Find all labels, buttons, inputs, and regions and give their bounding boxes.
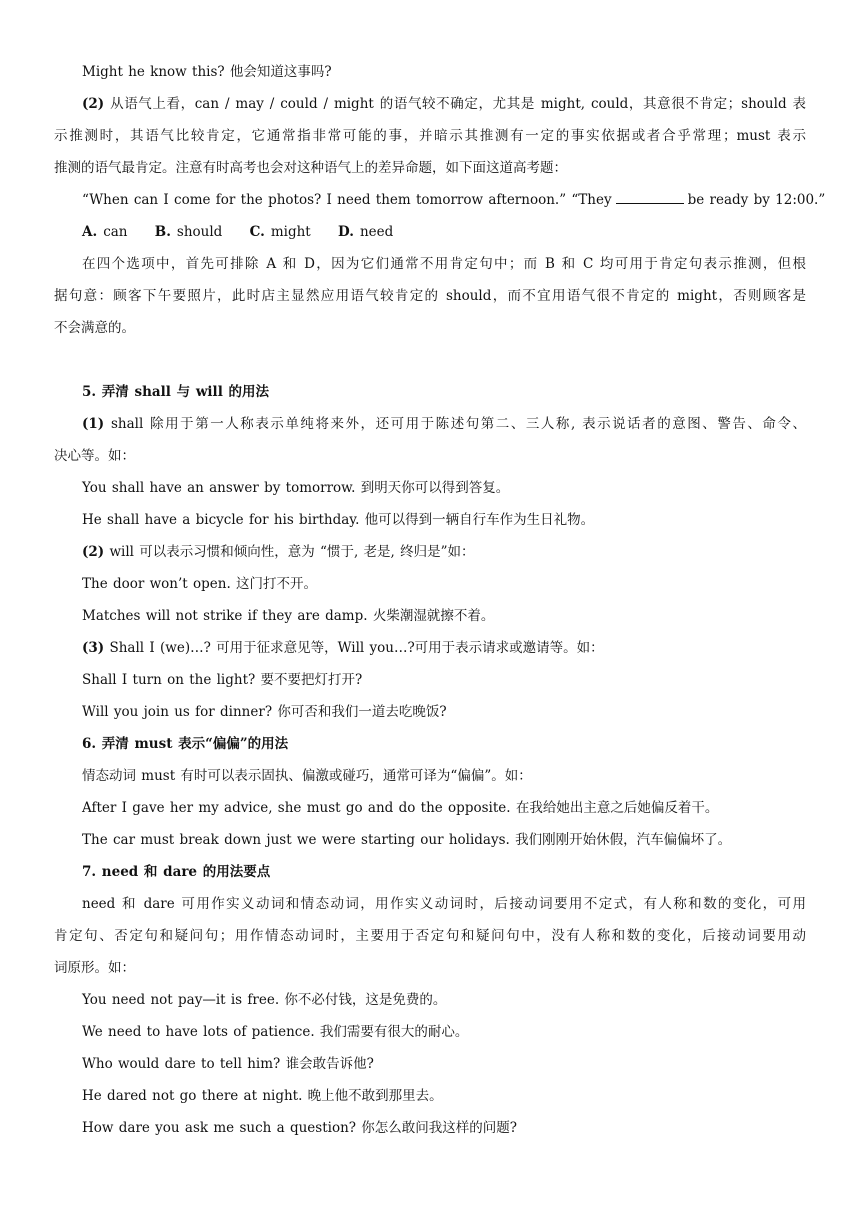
example-sentence: How dare you ask me such a question? 你怎么敢问我这样的问题? [82,1120,518,1136]
exam-question [82,190,826,210]
paragraph-line: 推测的语气最肯定。注意有时高考也会对这种语气上的差异命题，如下面这道高考题： [54,160,567,176]
paragraph-line: 决心等。如： [54,448,135,464]
paragraph-line: 据句意：顾客下午要照片，此时店主显然应用语气较肯定的 should，而不宜用语气很不肯定的 might，否则顾客是 [54,288,806,304]
paragraph-line [82,94,806,114]
item-number: (2) [82,544,105,560]
paragraph-line [82,414,806,434]
example-sentence: You shall have an answer by tomorrow. 到明天你可以得到答复。 [82,480,510,496]
option-d: D. need [338,224,394,240]
paragraph-line: 示推测时，其语气比较肯定，它通常指非常可能的事，并暗示其推测有一定的事实依据或者合乎常理；must 表示 [54,128,806,144]
paragraph-text: shall 除用于第一人称表示单纯将来外，还可用于陈述句第二、三人称, 表示说话者的意图、警告、命令、 [104,416,806,432]
answer-options [82,222,806,242]
paragraph-line [82,638,806,658]
item-number: (3) [82,640,105,656]
option-b: B. should [154,224,223,240]
example-sentence: Who would dare to tell him? 谁会敢告诉他? [82,1056,374,1072]
example-sentence: Shall I turn on the light? 要不要把灯打开? [82,672,363,688]
example-sentence: The car must break down just we were starting our holidays. 我们刚刚开始休假，汽车偏偏坏了。 [82,832,732,848]
paragraph-line: 肯定句、否定句和疑问句；用作情态动词时，主要用于否定句和疑问句中，没有人称和数的变化，后接动词要用动 [54,928,806,944]
example-sentence: He dared not go there at night. 晚上他不敢到那里去。 [82,1088,443,1104]
paragraph-line: 不会满意的。 [54,320,135,336]
paragraph-text: will 可以表示习惯和倾向性，意为 “惯于, 老是, 终归是”如： [104,544,475,560]
paragraph-text: 从语气上看，can / may / could / might 的语气较不确定，尤其是 might, could，其意很不肯定；should 表 [104,96,806,112]
paragraph-line: 词原形。如： [54,960,135,976]
example-sentence: Might he know this? 他会知道这事吗? [82,64,332,80]
example-sentence: Matches will not strike if they are damp. 火柴潮湿就擦不着。 [82,608,495,624]
example-sentence: He shall have a bicycle for his birthday. 他可以得到一辆自行车作为生日礼物。 [82,512,595,528]
paragraph-line [82,542,806,562]
option-c: C. might [249,224,311,240]
example-sentence: We need to have lots of patience. 我们需要有很大的耐心。 [82,1024,469,1040]
section-heading-7: 7. need 和 dare 的用法要点 [82,864,271,880]
paragraph-line: 情态动词 must 有时可以表示固执、偏激或碰巧，通常可译为“偏偏”。如： [82,768,532,784]
paragraph-line: 在四个选项中，首先可排除 A 和 D，因为它们通常不用肯定句中；而 B 和 C 均可用于肯定句表示推测，但根 [82,256,806,272]
paragraph-line: need 和 dare 可用作实义动词和情态动词，用作实义动词时，后接动词要用不定式，有人称和数的变化，可用 [82,896,806,912]
section-heading-5: 5. 弄清 shall 与 will 的用法 [82,384,270,400]
example-sentence: Will you join us for dinner? 你可否和我们一道去吃晚饭? [82,704,447,720]
item-number: (2) [82,96,105,112]
question-text: “When can I come for the photos? I need them tomorrow afternoon.” “They [82,192,612,208]
question-text-end: be ready by 12:00.” [687,192,826,208]
item-number: (1) [82,416,105,432]
example-sentence: The door won’t open. 这门打不开。 [82,576,318,592]
example-sentence: After I gave her my advice, she must go and do the opposite. 在我给她出主意之后她偏反着干。 [82,800,719,816]
option-a: A. can [82,224,128,240]
section-heading-6: 6. 弄清 must 表示“偏偏”的用法 [82,736,289,752]
example-sentence: You need not pay—it is free. 你不必付钱，这是免费的。 [82,992,447,1008]
answer-blank [616,191,684,204]
paragraph-text: Shall I (we)…? 可用于征求意见等，Will you…?可用于表示请求或邀请等。如： [104,640,604,656]
